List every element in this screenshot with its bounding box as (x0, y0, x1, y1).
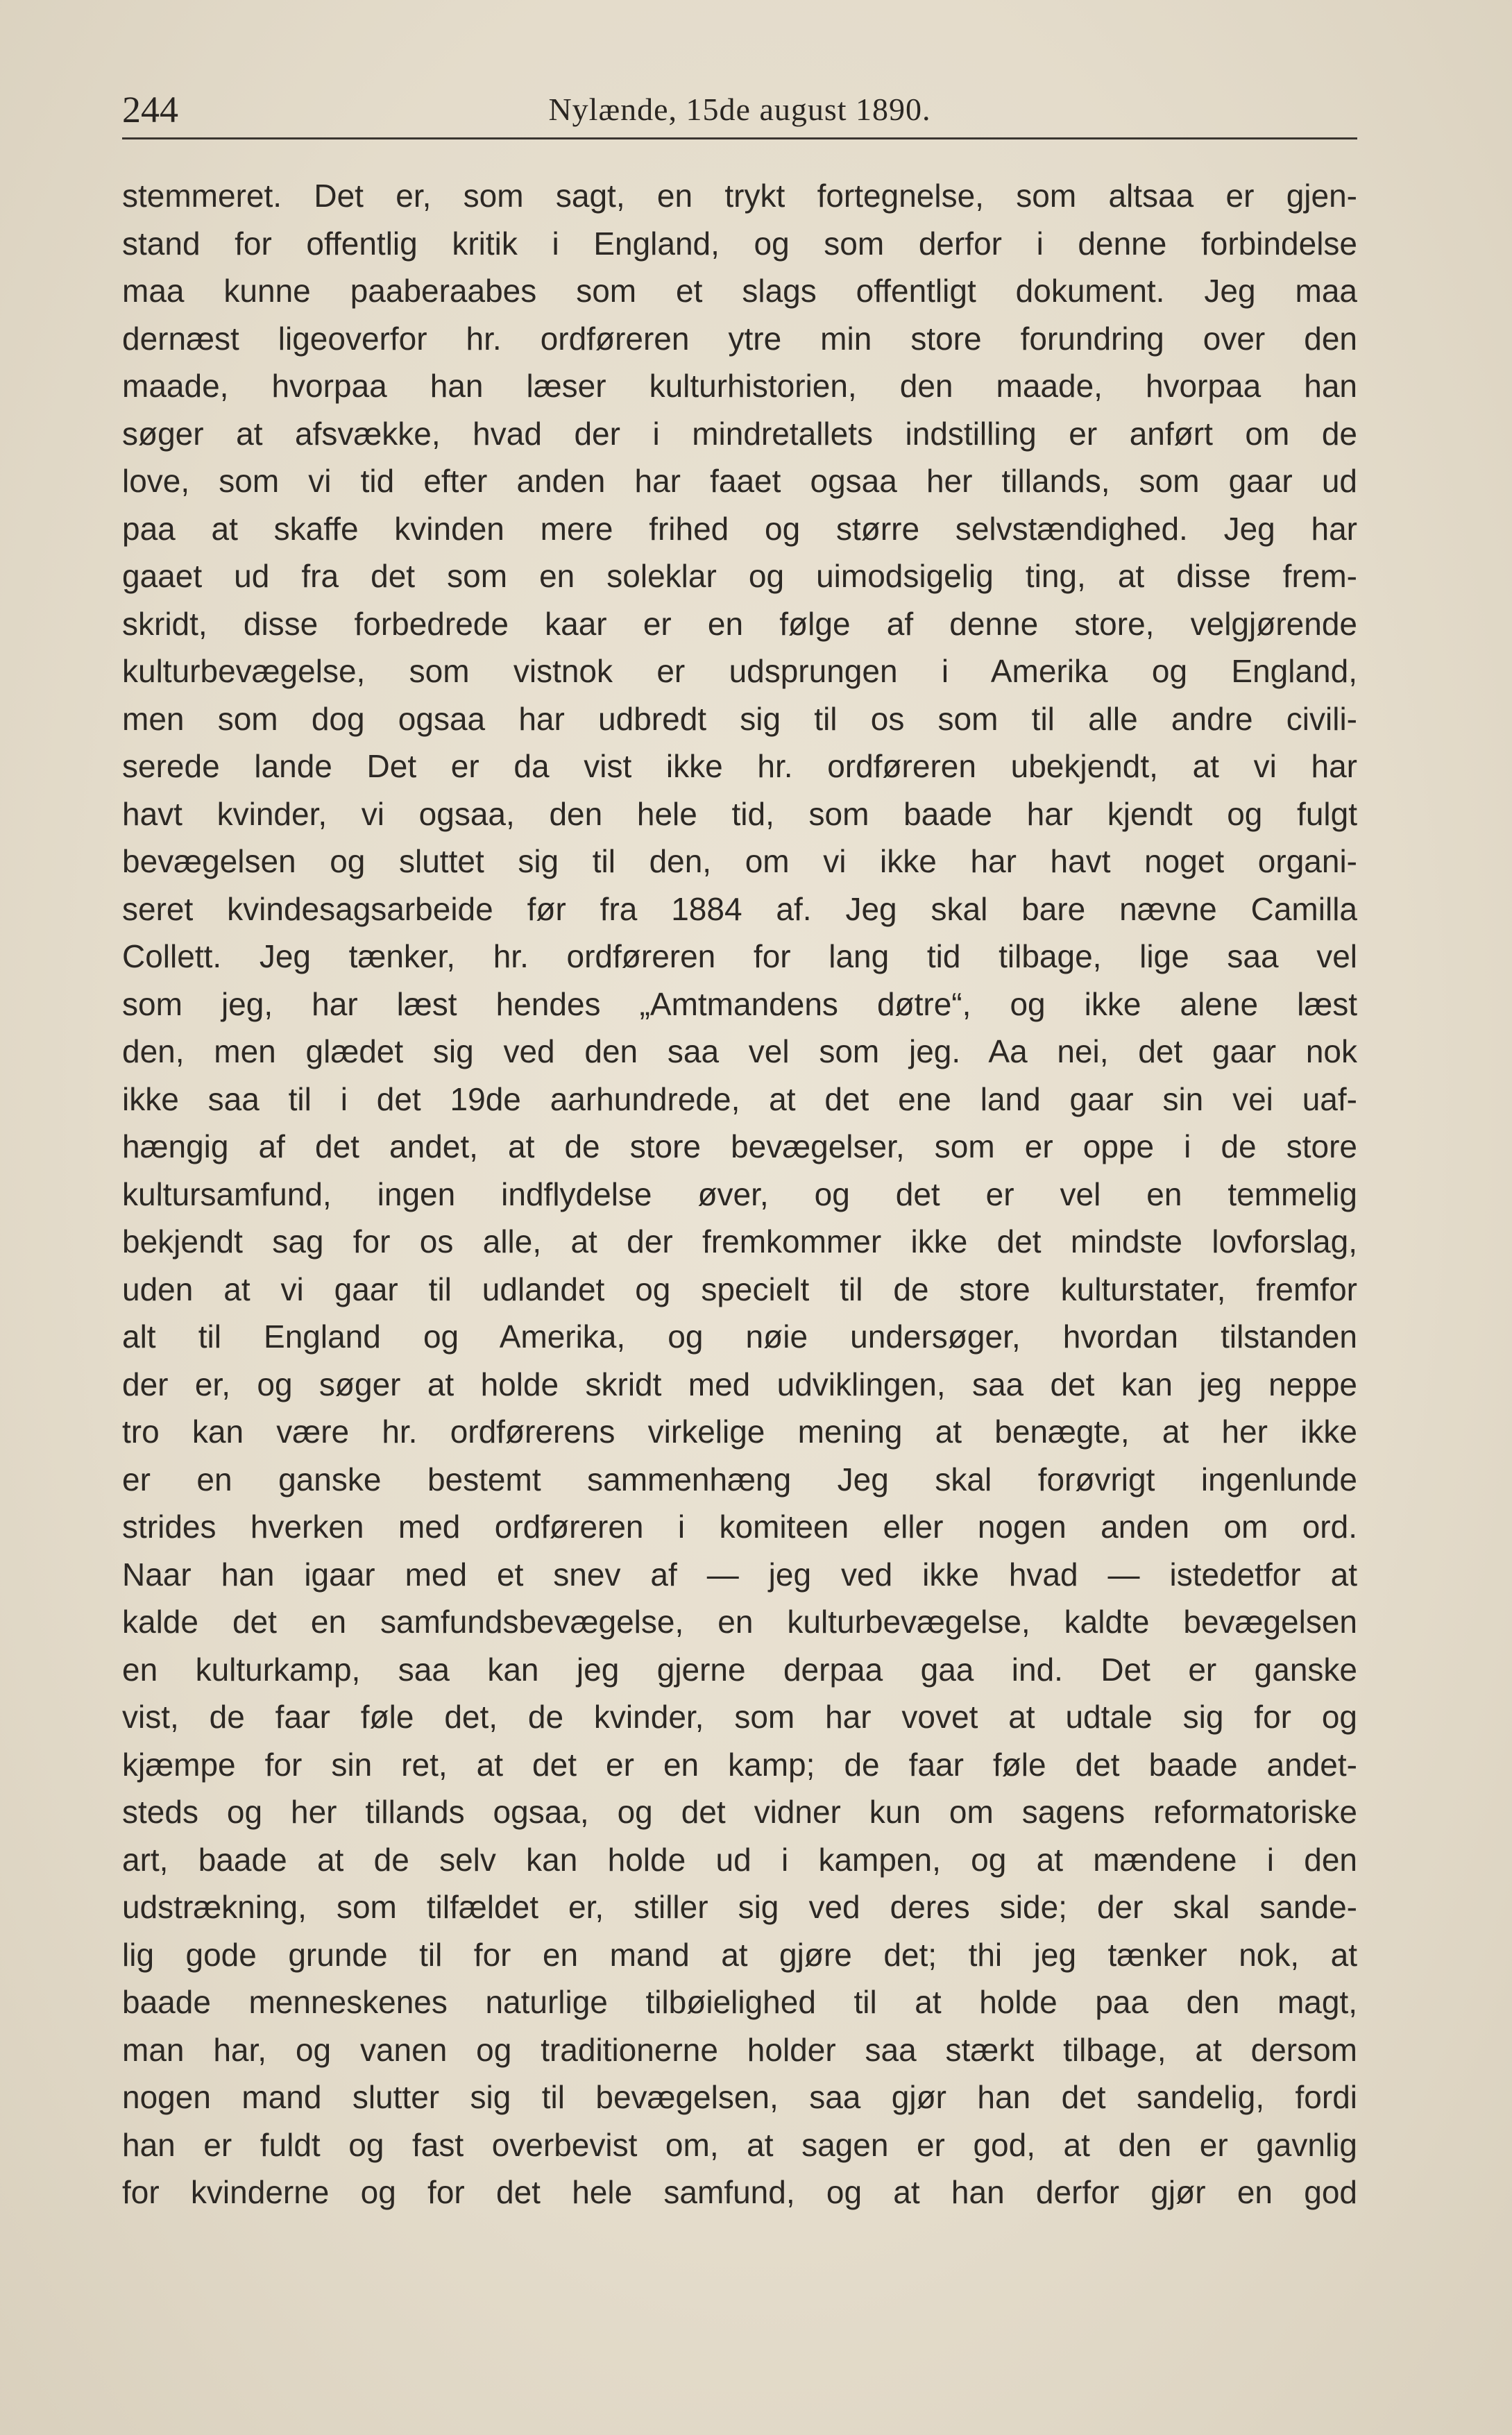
text-line: love, som vi tid efter anden har faaet ogsaa her tillands, som gaar ud (122, 463, 1357, 499)
text-line: kulturbevægelse, som vistnok er udsprungen i Amerika og England, (122, 653, 1357, 689)
text-line: kultursamfund, ingen indflydelse øver, og det er vel en temmelig (122, 1176, 1357, 1212)
text-line: bekjendt sag for os alle, at der fremkommer ikke det mindste lovforslag, (122, 1223, 1357, 1259)
text-line: udstrækning, som tilfældet er, stiller sig ved deres side; der skal sande- (122, 1889, 1357, 1925)
text-line: maa kunne paaberaabes som et slags offentligt dokument. Jeg maa (122, 273, 1357, 309)
text-line: seret kvindesagsarbeide før fra 1884 af. Jeg skal bare nævne Camilla (122, 890, 1357, 927)
page-header (122, 82, 1357, 137)
body-text (122, 172, 1357, 2216)
text-line: uden at vi gaar til udlandet og specielt til de store kulturstater, fremfor (122, 1271, 1357, 1307)
running-title: Nylænde, 15de august 1890. (548, 92, 931, 127)
text-line: men som dog ogsaa har udbredt sig til os som til alle andre civili- (122, 700, 1357, 737)
text-line: kjæmpe for sin ret, at det er en kamp; de faar føle det baade andet- (122, 1746, 1357, 1783)
text-line: serede lande Det er da vist ikke hr. ordføreren ubekjendt, at vi har (122, 748, 1357, 784)
text-line: bevægelsen og sluttet sig til den, om vi ikke har havt noget organi- (122, 843, 1357, 879)
text-line: lig gode grunde til for en mand at gjøre det; thi jeg tænker nok, at (122, 1936, 1357, 1973)
text-line: den, men glædet sig ved den saa vel som jeg. Aa nei, det gaar nok (122, 1033, 1357, 1069)
text-line: hængig af det andet, at de store bevægelser, som er oppe i de store (122, 1128, 1357, 1164)
header-rule (122, 137, 1357, 139)
text-line: Naar han igaar med et snev af — jeg ved ikke hvad — istedetfor at (122, 1556, 1357, 1593)
text-line: nogen mand slutter sig til bevægelsen, saa gjør han det sandelig, fordi (122, 2079, 1357, 2115)
text-line: søger at afsvække, hvad der i mindretallets indstilling er anført om de (122, 415, 1357, 452)
text-line: havt kvinder, vi ogsaa, den hele tid, som baade har kjendt og fulgt (122, 795, 1357, 832)
page-number: 244 (122, 89, 178, 130)
text-line: steds og her tillands ogsaa, og det vidner kun om sagens reformatoriske (122, 1794, 1357, 1830)
text-line: skridt, disse forbedrede kaar er en følge af denne store, velgjørende (122, 605, 1357, 642)
text-line: der er, og søger at holde skridt med udviklingen, saa det kan jeg neppe (122, 1366, 1357, 1402)
text-line: alt til England og Amerika, og nøie undersøger, hvordan tilstanden (122, 1318, 1357, 1355)
text-line: paa at skaffe kvinden mere frihed og større selvstændighed. Jeg har (122, 510, 1357, 547)
text-line: for kvinderne og for det hele samfund, og at han derfor gjør en god (122, 2174, 1357, 2210)
text-line: art, baade at de selv kan holde ud i kampen, og at mændene i den (122, 1841, 1357, 1878)
text-line: kalde det en samfundsbevægelse, en kulturbevægelse, kaldte bevægelsen (122, 1604, 1357, 1640)
text-line: dernæst ligeoverfor hr. ordføreren ytre min store forundring over den (122, 320, 1357, 357)
text-line: strides hverken med ordføreren i komiteen eller nogen anden om ord. (122, 1509, 1357, 1545)
text-line: baade menneskenes naturlige tilbøielighed til at holde paa den magt, (122, 1984, 1357, 2020)
text-line: gaaet ud fra det som en soleklar og uimodsigelig ting, at disse frem- (122, 558, 1357, 594)
text-line: vist, de faar føle det, de kvinder, som har vovet at udtale sig for og (122, 1699, 1357, 1735)
text-line: som jeg, har læst hendes „Amtmandens døtre“, og ikke alene læst (122, 985, 1357, 1022)
text-line: Collett. Jeg tænker, hr. ordføreren for lang tid tilbage, lige saa vel (122, 938, 1357, 974)
text-line: man har, og vanen og traditionerne holder saa stærkt tilbage, at dersom (122, 2031, 1357, 2068)
text-line: stand for offentlig kritik i England, og som derfor i denne forbindelse (122, 225, 1357, 262)
text-line: er en ganske bestemt sammenhæng Jeg skal forøvrigt ingenlunde (122, 1461, 1357, 1498)
text-line: han er fuldt og fast overbevist om, at sagen er god, at den er gavnlig (122, 2126, 1357, 2163)
text-line: en kulturkamp, saa kan jeg gjerne derpaa gaa ind. Det er ganske (122, 1651, 1357, 1688)
text-line: maade, hvorpaa han læser kulturhistorien, den maade, hvorpaa han (122, 368, 1357, 404)
text-line: stemmeret. Det er, som sagt, en trykt fortegnelse, som altsaa er gjen- (122, 178, 1357, 214)
text-line: tro kan være hr. ordførerens virkelige mening at benægte, at her ikke (122, 1414, 1357, 1450)
text-line: ikke saa til i det 19de aarhundrede, at det ene land gaar sin vei uaf- (122, 1080, 1357, 1117)
